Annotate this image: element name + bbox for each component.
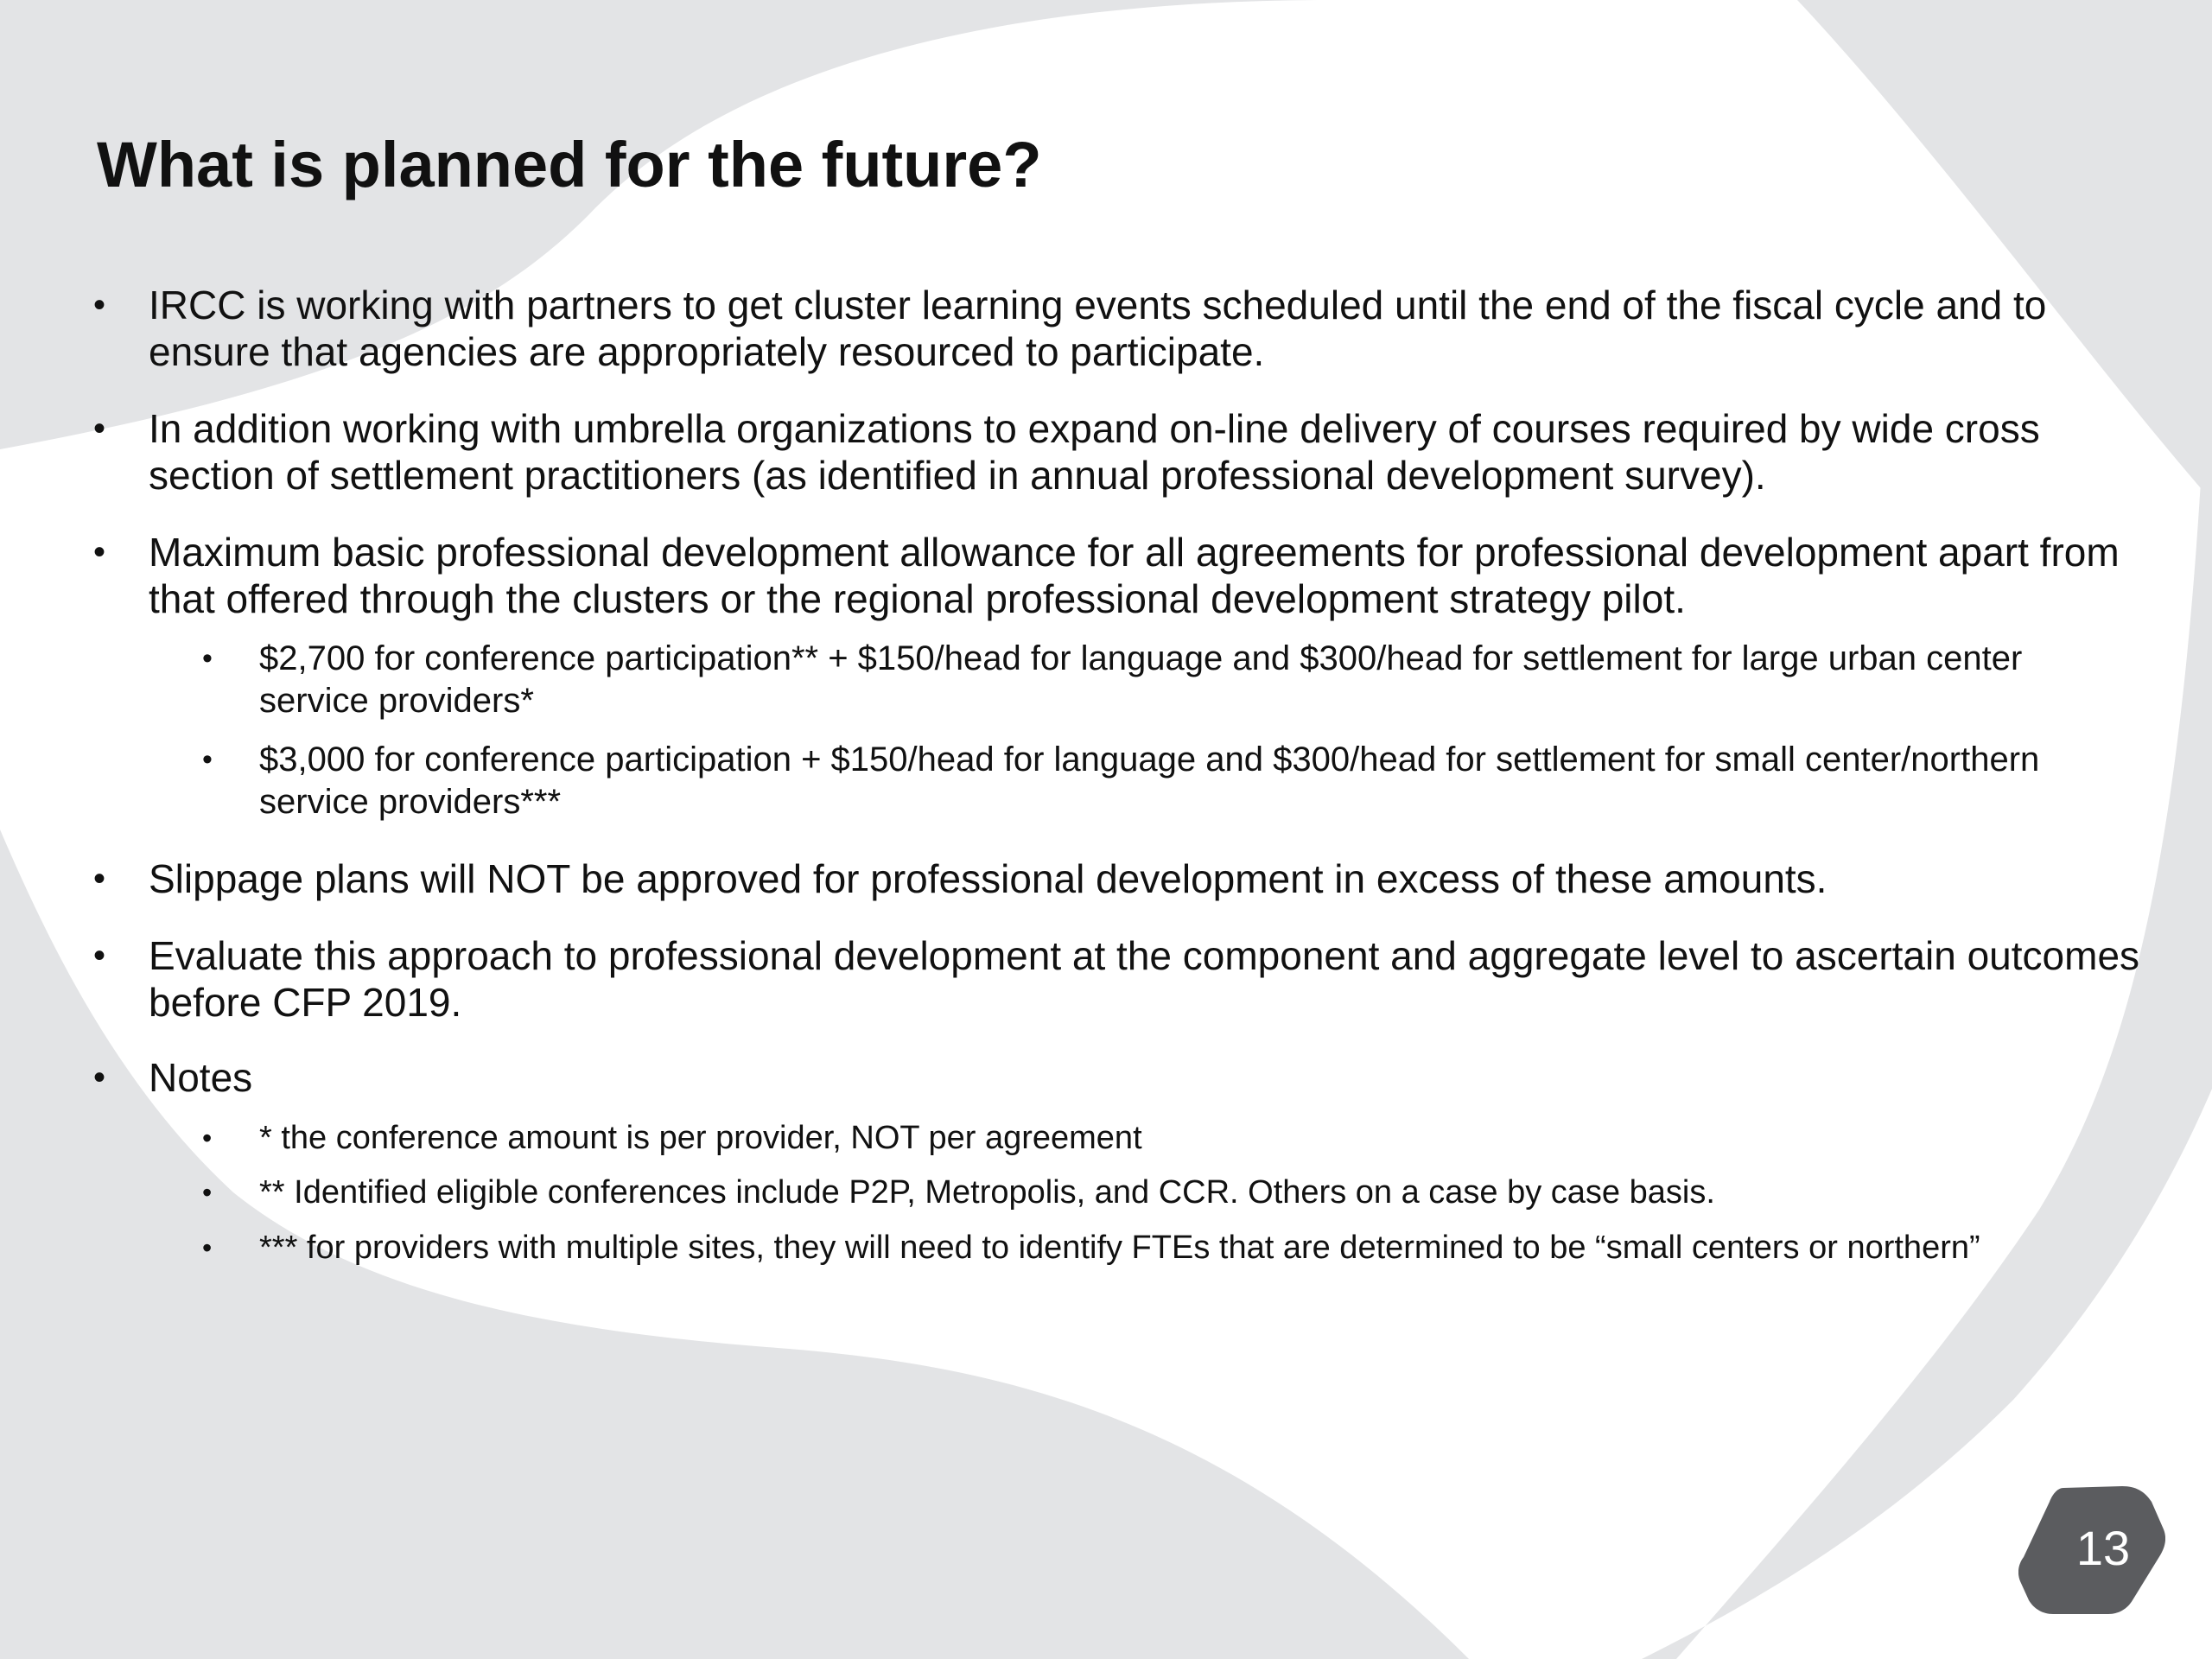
- bullet-cluster-learning: • IRCC is working with partners to get cluster learning events scheduled until the end of the fiscal cycle and to ensure that agencies are appropriately resourced to participate.: [149, 282, 2162, 375]
- subbullet-large-urban: • $2,700 for conference participation** + $150/head for language and $300/head for settlement for large urban center service providers*: [259, 638, 2100, 722]
- note-eligible-conferences: • ** Identified eligible conferences include P2P, Metropolis, and CCR. Others on a case by case basis.: [259, 1173, 2100, 1213]
- bullet-evaluate-approach: • Evaluate this approach to professional development at the component and aggregate level to ascertain outcomes before CFP 2019.: [149, 932, 2162, 1026]
- slide-title: What is planned for the future?: [97, 129, 1042, 200]
- note-conference-amount: • * the conference amount is per provider, NOT per agreement: [259, 1118, 2100, 1159]
- subbullet-small-northern: • $3,000 for conference participation + $150/head for language and $300/head for settlement for small center/northern service providers***: [259, 739, 2100, 823]
- bullet-notes: • Notes: [149, 1054, 2162, 1101]
- page-number: 13: [2075, 1521, 2131, 1575]
- bullet-slippage-plans: • Slippage plans will NOT be approved for professional development in excess of these amounts.: [149, 855, 2162, 902]
- note-multiple-sites: • *** for providers with multiple sites, they will need to identify FTEs that are determined to be “small centers or northern”: [259, 1228, 2100, 1268]
- bullet-online-delivery: • In addition working with umbrella organizations to expand on-line delivery of courses required by wide cross section of settlement practitioners (as identified in annual professional development survey).: [149, 405, 2162, 499]
- bullet-maximum-allowance: • Maximum basic professional development allowance for all agreements for professional development apart from that offered through the clusters or the regional professional development strategy pilot.: [149, 529, 2162, 622]
